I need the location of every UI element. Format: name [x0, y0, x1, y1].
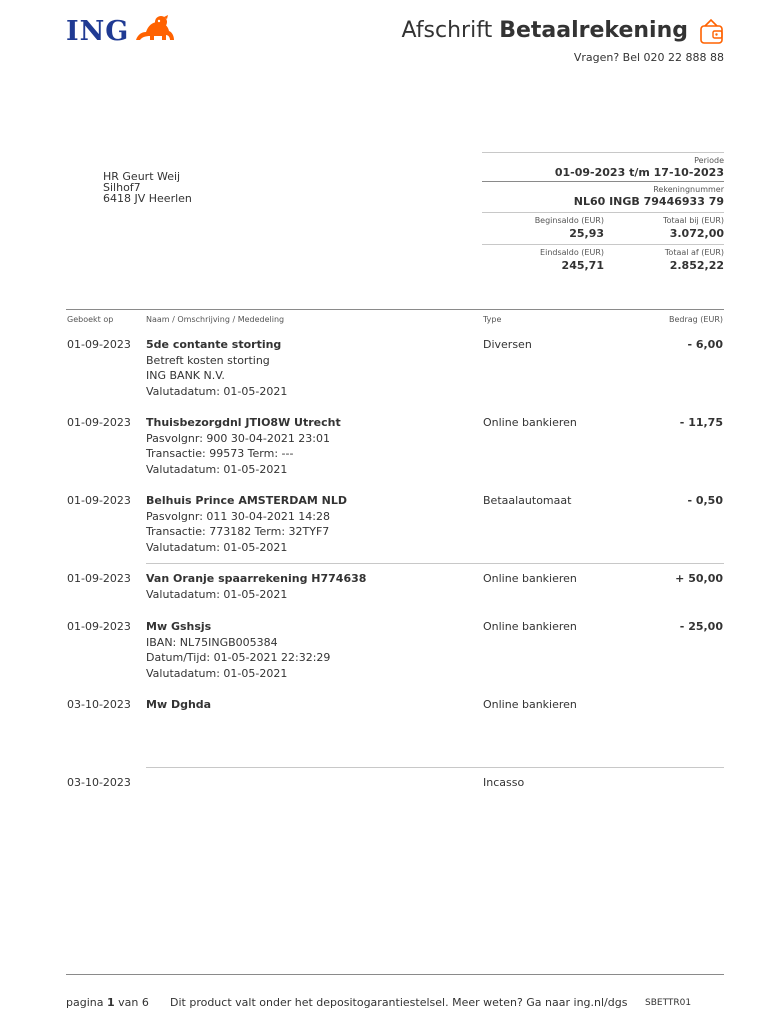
- footer-divider: [66, 974, 724, 975]
- row-amount: - 25,00: [679, 620, 723, 633]
- page-prefix: pagina: [66, 996, 104, 1009]
- summary-box: [482, 152, 724, 272]
- total-debit-label: Totaal af (EUR): [664, 248, 724, 257]
- row-divider: [146, 563, 724, 564]
- row-detail: Valutadatum: 01-05-2021: [146, 384, 288, 398]
- row-description: [146, 697, 211, 713]
- total-credit-value: 3.072,00: [669, 227, 724, 240]
- page-current: 1: [106, 996, 115, 1009]
- balance-row-1: [482, 216, 724, 240]
- row-detail: ING BANK N.V.: [146, 369, 225, 382]
- row-name: Belhuis Prince AMSTERDAM NLD: [146, 494, 347, 507]
- column-header-type: Type: [483, 315, 502, 324]
- row-divider: [146, 767, 724, 768]
- row-date: 01-09-2023: [67, 620, 131, 633]
- total-debit-value: 2.852,22: [669, 259, 724, 272]
- row-name: Mw Dghda: [146, 698, 212, 711]
- period-value: 01-09-2023 t/m 17-10-2023: [554, 166, 724, 179]
- column-header-amount: Bedrag (EUR): [668, 315, 723, 324]
- phone-line: Vragen? Bel 020 22 888 88: [573, 51, 724, 64]
- page-total: 6: [141, 996, 149, 1009]
- row-date: 03-10-2023: [67, 698, 131, 711]
- period-label: Periode: [694, 156, 724, 165]
- address-line: HR Geurt Weij: [103, 170, 181, 183]
- row-detail: Valutadatum: 01-05-2021: [146, 540, 288, 554]
- document-title-strong: Betaalrekening: [499, 18, 688, 43]
- balance-row-2: [482, 248, 724, 272]
- row-type: Incasso: [483, 776, 525, 789]
- row-date: 01-09-2023: [67, 494, 131, 507]
- row-detail: Transactie: 773182 Term: 32TYF7: [146, 525, 330, 538]
- row-type: Online bankieren: [483, 698, 577, 711]
- row-type: Diversen: [483, 338, 532, 351]
- row-amount: - 0,50: [687, 494, 723, 507]
- form-code: SBETTR01: [645, 998, 692, 1008]
- document-title-prefix: Afschrift: [401, 18, 493, 43]
- divider: [482, 244, 724, 245]
- start-balance-value: 25,93: [569, 227, 604, 240]
- divider: [482, 152, 724, 153]
- row-amount: + 50,00: [675, 572, 723, 585]
- row-detail: Pasvolgnr: 900 30-04-2021 23:01: [146, 431, 331, 445]
- row-type: Online bankieren: [483, 416, 577, 429]
- end-balance-label: Eindsaldo (EUR): [540, 248, 604, 257]
- row-name: Mw Gshsjs: [146, 620, 212, 633]
- row-date: 01-09-2023: [67, 338, 131, 351]
- row-description: [146, 415, 341, 477]
- address-line: 6418 JV Heerlen: [103, 192, 192, 205]
- row-date: 01-09-2023: [67, 416, 131, 429]
- row-detail: Datum/Tijd: 01-05-2021 22:32:29: [146, 651, 331, 664]
- row-amount: - 6,00: [687, 338, 723, 351]
- row-name: Thuisbezorgdnl JTIO8W Utrecht: [146, 416, 341, 429]
- row-detail: Valutadatum: 01-05-2021: [146, 462, 288, 476]
- row-name: 5de contante storting: [146, 338, 282, 351]
- lion-icon: [134, 14, 176, 48]
- address-block: [103, 171, 192, 204]
- row-description: [146, 619, 330, 681]
- row-detail: Valutadatum: 01-05-2021: [146, 666, 288, 680]
- row-type: Online bankieren: [483, 620, 577, 633]
- end-balance-value: 245,71: [561, 259, 604, 272]
- row-amount: - 11,75: [679, 416, 723, 429]
- row-type: Online bankieren: [483, 572, 577, 585]
- row-name: Van Oranje spaarrekening H774638: [146, 572, 367, 585]
- column-header-description: Naam / Omschrijving / Mededeling: [146, 315, 285, 324]
- row-description: [146, 337, 287, 399]
- divider: [482, 181, 724, 182]
- page-indicator: [66, 996, 149, 1009]
- address-line: Silhof7: [103, 181, 141, 194]
- row-detail: Betreft kosten storting: [146, 353, 270, 367]
- row-date: 01-09-2023: [67, 572, 131, 585]
- row-date: 03-10-2023: [67, 776, 131, 789]
- document-title: [402, 18, 688, 43]
- total-credit-label: Totaal bij (EUR): [663, 216, 724, 225]
- start-balance-label: Beginsaldo (EUR): [534, 216, 604, 225]
- logo-text: ING: [66, 15, 130, 47]
- row-detail: IBAN: NL75INGB005384: [146, 635, 278, 649]
- table-header-divider: [66, 309, 724, 310]
- row-detail: Valutadatum: 01-05-2021: [146, 587, 288, 601]
- row-detail: Pasvolgnr: 011 30-04-2021 14:28: [146, 509, 331, 523]
- divider: [482, 212, 724, 213]
- row-description: [146, 571, 366, 602]
- row-type: Betaalautomaat: [483, 494, 572, 507]
- row-description: [146, 493, 347, 555]
- row-detail: Transactie: 99573 Term: ---: [146, 447, 294, 460]
- ing-logo: [66, 14, 176, 48]
- column-header-date: Geboekt op: [67, 315, 114, 324]
- page-mid: van: [118, 996, 139, 1009]
- account-number-value: NL60 INGB 79446933 79: [573, 195, 724, 208]
- account-number-label: Rekeningnummer: [653, 185, 724, 194]
- wallet-icon: [699, 18, 725, 50]
- deposit-guarantee-notice: Dit product valt onder het depositogarantiestelsel. Meer weten? Ga naar ing.nl/dgs: [170, 996, 628, 1009]
